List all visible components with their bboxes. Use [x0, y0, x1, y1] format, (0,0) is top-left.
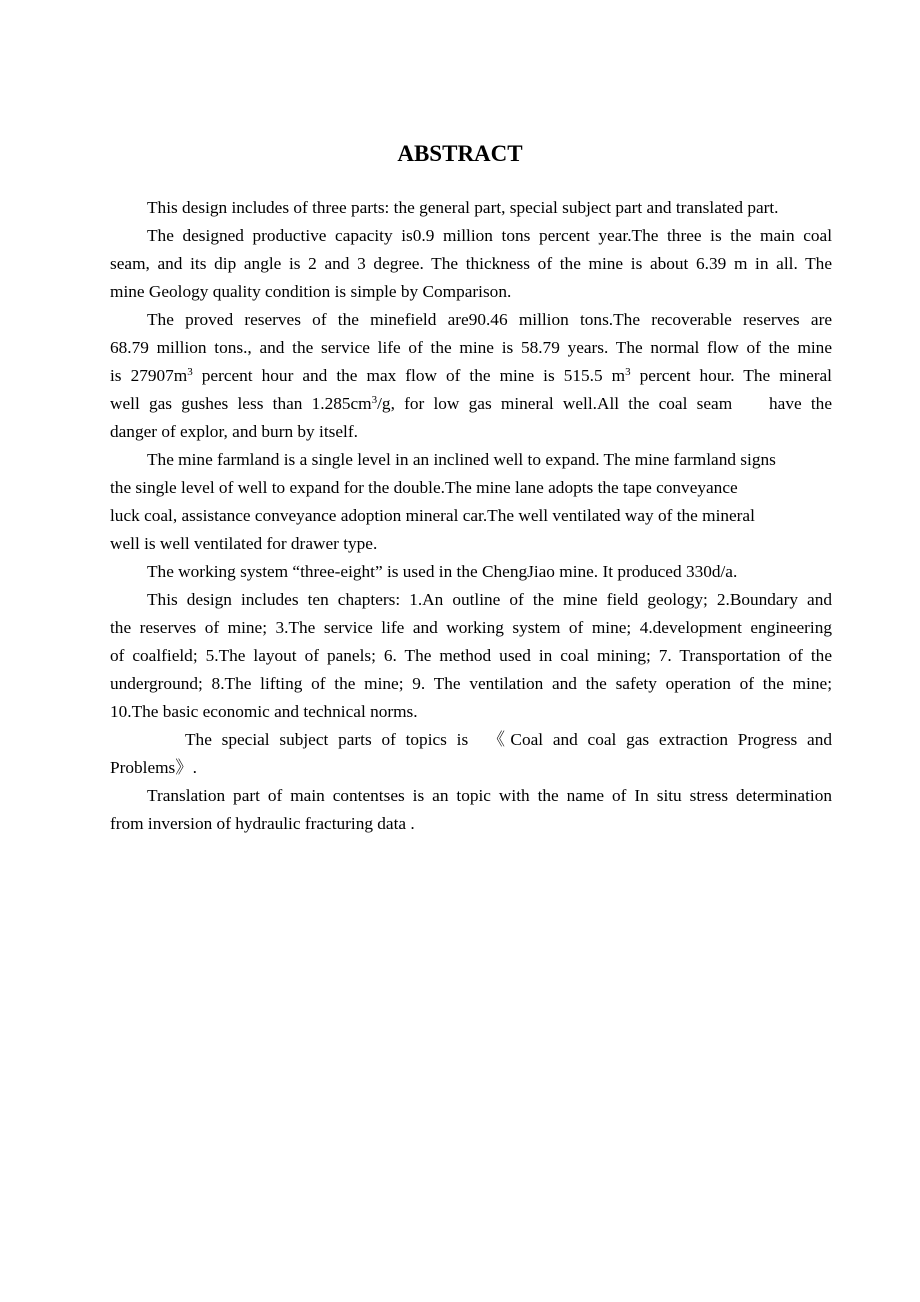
text-line: well is well ventilated for drawer type. [110, 534, 378, 553]
text-line: seam, and its dip angle is 2 and 3 degree. The thickness of the mine is about 6.39 m in all. The [110, 254, 832, 273]
text-line: the reserves of mine; 3.The service life and working system of mine; 4.development engineering [110, 618, 832, 637]
text-line: This design includes of three parts: the general part, special subject part and translated part. [147, 198, 779, 217]
text-line: The designed productive capacity is0.9 million tons percent year.The three is the main coal [147, 226, 832, 245]
text-line: the single level of well to expand for the double.The mine lane adopts the tape conveyance [110, 478, 738, 497]
abstract-title: ABSTRACT [397, 141, 523, 166]
text-line: The mine farmland is a single level in an inclined well to expand. The mine farmland signs [147, 450, 776, 469]
text-line: 10.The basic economic and technical norms. [110, 702, 418, 721]
text-line: well gas gushes less than $1.285cm^3/g$, for low gas mineral well.All the coal seam have the [110, 394, 832, 413]
text-line: danger of explor, and burn by itself. [110, 422, 358, 441]
text-line: This design includes ten chapters: 1.An outline of the mine field geology; 2.Boundary and [147, 590, 832, 609]
text-line: 68.79 million tons., and the service life of the mine is 58.79 years. The normal flow of the mine [110, 338, 832, 357]
text-line: mine Geology quality condition is simple by Comparison. [110, 282, 512, 301]
text-line: luck coal, assistance conveyance adoption mineral car.The well ventilated way of the mineral [110, 506, 755, 525]
text-line: The working system “three-eight” is used in the ChengJiao mine. It produced 330d/a. [147, 562, 738, 581]
text-line: of coalfield; 5.The layout of panels; 6. The method used in coal mining; 7. Transportation of the [110, 646, 832, 665]
text-line: underground; 8.The lifting of the mine; 9. The ventilation and the safety operation of the mine; [110, 674, 832, 693]
text-line: Problems》. [110, 758, 197, 777]
text-line: is $27907m^3$ percent hour and the max flow of the mine is 515.5 $m^3$ percent hour. The mineral [110, 366, 832, 385]
text-line: The proved reserves of the minefield are90.46 million tons.The recoverable reserves are [147, 310, 832, 329]
text-line: Translation part of main contentses is an topic with the name of In situ stress determination [147, 786, 832, 805]
text-line: The special subject parts of topics is 《Coal and coal gas extraction Progress and [185, 730, 832, 749]
text-line: from inversion of hydraulic fracturing data . [110, 814, 415, 833]
